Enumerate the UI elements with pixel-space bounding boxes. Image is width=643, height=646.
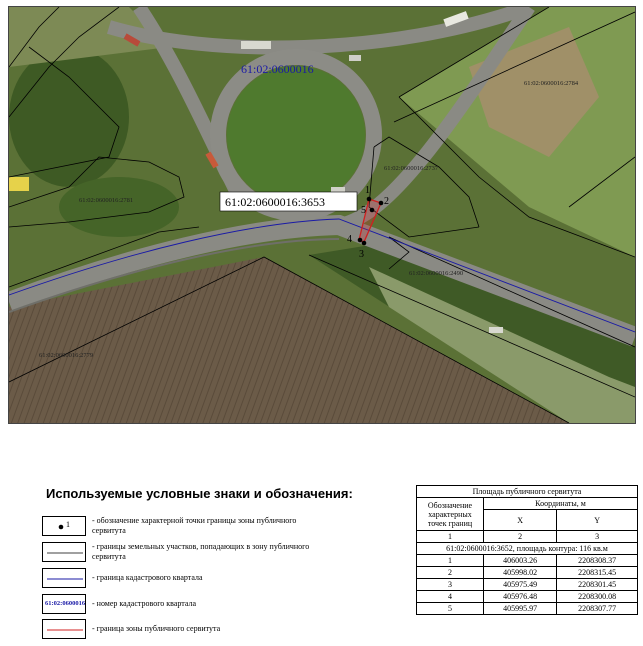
building [9,177,29,191]
table-col-number: 1 [417,531,484,543]
table-col-number: 3 [557,531,638,543]
point-label-5: 5 [361,205,366,216]
quarter-label: 61:02:0600016 [241,62,314,76]
roundabout-center [227,66,365,204]
legend-title: Используемые условные знаки и обозначения: [46,486,353,501]
legend-point-number: 1 [66,520,70,529]
table-row [417,555,638,567]
parcel-label: 61:02:0600016:2490 [409,270,464,277]
legend-symbol-parcel [42,542,86,562]
legend-text: - граница зоны публичного сервитута [92,624,221,633]
table-header-coords: Координаты, м [484,498,638,510]
table-header-x: X [484,510,557,531]
coordinates-table [416,485,638,615]
table-row [417,567,638,579]
table-cell-x: 405975.49 [484,579,557,591]
red-line-icon [43,620,87,640]
table-row [417,579,638,591]
tree-cluster [9,47,129,187]
table-cell-y: 2208307.77 [557,603,638,615]
legend-text: - границы земельных участков, попадающих в зону публичного сервитута [92,542,310,561]
boundary-point-marker [379,201,384,206]
table-col-number: 2 [484,531,557,543]
table-cell-y: 2208308.37 [557,555,638,567]
table-row [417,603,638,615]
vehicle [241,41,271,49]
point-label-3: 3 [359,249,364,260]
legend-symbol-quarter-line [42,568,86,588]
table-cell-n: 3 [417,579,484,591]
legend-text: - номер кадастрового квартала [92,599,197,608]
vehicle [349,55,361,61]
table-cell-x: 405995.97 [484,603,557,615]
legend-text: - граница кадастрового квартала [92,573,203,582]
black-line-icon [43,543,87,563]
parcel-label: 61:02:0600016:2784 [524,80,579,87]
parcel-label: 61:02:0600016:2737 [384,165,439,172]
table-title: Площадь публичного сервитута [417,486,638,498]
legend-symbol-point [42,516,86,536]
table-cell-x: 405998.02 [484,567,557,579]
cadastral-map [8,6,636,424]
table-cell-y: 2208300.08 [557,591,638,603]
point-label-2: 2 [384,196,389,207]
parcel-label: 61:02:0600016:2779 [39,352,94,359]
table-cell-n: 1 [417,555,484,567]
table-cell-n: 5 [417,603,484,615]
legend-text: - обозначение характерной точки границы зоны публичного сервитута [92,516,297,535]
table-row [417,591,638,603]
table-header-y: Y [557,510,638,531]
boundary-point-marker [367,197,372,202]
table-subheader: 61:02:0600016:3652, площадь контура: 116 кв.м [417,543,638,555]
table-header-points: Обозначение характерных точек границ [417,498,484,531]
parcel-label-main: 61:02:0600016:3653 [225,195,326,209]
point-label-4: 4 [347,234,352,245]
table-cell-y: 2208315.45 [557,567,638,579]
vehicle [489,327,503,333]
legend-symbol-quarter-number [42,594,86,614]
boundary-point-marker [362,241,367,246]
table-cell-x: 406003.26 [484,555,557,567]
legend-symbol-servitude [42,619,86,639]
table-cell-n: 4 [417,591,484,603]
point-label-1: 1 [365,185,370,196]
boundary-point-marker [358,238,363,243]
table-cell-x: 405976.48 [484,591,557,603]
map-canvas [9,7,635,423]
table-cell-n: 2 [417,567,484,579]
quarter-number-sample: 61:02:0600016 [45,600,86,607]
table-cell-y: 2208301.45 [557,579,638,591]
boundary-point-marker [370,208,375,213]
blue-line-icon [43,569,87,589]
parcel-label: 61:02:0600016:2781 [79,197,134,204]
point-symbol-icon [43,517,87,537]
